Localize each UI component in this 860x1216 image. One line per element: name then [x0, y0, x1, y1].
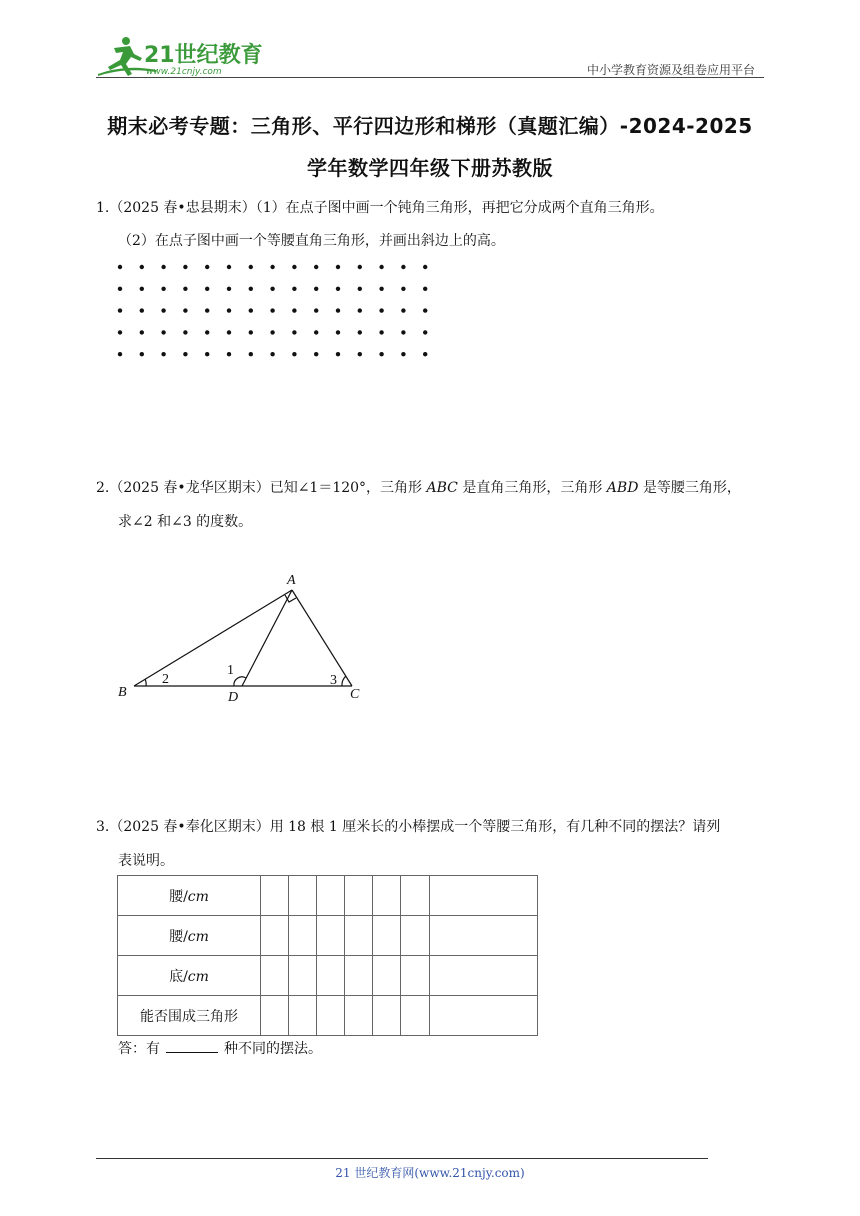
grid-dot	[140, 287, 144, 291]
platform-label: 中小学教育资源及组卷应用平台	[586, 63, 755, 77]
grid-dot	[183, 352, 187, 356]
dot-grid	[108, 258, 438, 372]
grid-dot	[227, 287, 231, 291]
page-title-line2: 学年数学四年级下册苏教版	[307, 156, 553, 180]
svg-text:1: 1	[227, 663, 234, 678]
grid-dot	[161, 352, 165, 356]
grid-dot	[292, 352, 296, 356]
table-row: 底/cm	[118, 956, 538, 996]
page-title: 期末必考专题：三角形、平行四边形和梯形（真题汇编）-2024-2025	[107, 114, 753, 138]
grid-dot	[183, 265, 187, 269]
svg-text:2: 2	[162, 672, 169, 687]
grid-dot	[205, 265, 209, 269]
grid-dot	[140, 308, 144, 312]
question-1-text: 1.（2025 春•忠县期末）（1）在点子图中画一个钝角三角形，再把它分成两个直角三角形。	[96, 200, 664, 216]
grid-dot	[118, 265, 122, 269]
grid-dot	[379, 330, 383, 334]
grid-dot	[401, 287, 405, 291]
grid-dot	[183, 287, 187, 291]
grid-dot	[249, 265, 253, 269]
grid-dot	[336, 308, 340, 312]
grid-dot	[183, 330, 187, 334]
grid-dot	[423, 330, 427, 334]
grid-dot	[161, 287, 165, 291]
grid-dot	[379, 308, 383, 312]
grid-dot	[249, 287, 253, 291]
question-3-text: 3.（2025 春•奉化区期末）用 18 根 1 厘米长的小棒摆成一个等腰三角形，有几种不同的摆法？请列	[96, 819, 721, 835]
svg-text:A: A	[287, 573, 296, 588]
grid-dot	[140, 265, 144, 269]
svg-text:D: D	[228, 690, 239, 705]
triangle-figure	[112, 568, 372, 712]
question-2-text: 2.（2025 春•龙华区期末）已知∠1＝120°，三角形 ABC 是直角三角形，三角形 ABD 是等腰三角形，	[96, 480, 741, 496]
grid-dot	[314, 352, 318, 356]
grid-dot	[336, 352, 340, 356]
grid-dot	[314, 308, 318, 312]
grid-dot	[205, 308, 209, 312]
grid-dot	[401, 265, 405, 269]
grid-dot	[118, 287, 122, 291]
question-1-part2: （2）在点子图中画一个等腰直角三角形，并画出斜边上的高。	[118, 233, 505, 249]
grid-dot	[358, 308, 362, 312]
svg-text:www.21cnjy.com: www.21cnjy.com	[146, 67, 222, 77]
grid-dot	[423, 265, 427, 269]
question-3-line2: 表说明。	[118, 853, 174, 869]
grid-dot	[292, 265, 296, 269]
grid-dot	[401, 352, 405, 356]
grid-dot	[270, 308, 274, 312]
svg-text:C: C	[350, 687, 360, 702]
answer-line: 答：有 种不同的摆法。	[118, 1038, 798, 1059]
question-2-line2: 求∠2 和∠3 的度数。	[118, 514, 253, 530]
footer-text: 21 世纪教育网(www.21cnjy.com)	[335, 1166, 525, 1180]
svg-text:B: B	[118, 685, 127, 700]
svg-text:21世纪教育: 21世纪教育	[144, 43, 263, 68]
header-divider	[96, 77, 764, 78]
grid-dot	[423, 352, 427, 356]
grid-dot	[249, 308, 253, 312]
grid-dot	[118, 308, 122, 312]
grid-dot	[270, 287, 274, 291]
grid-dot	[336, 330, 340, 334]
grid-dot	[205, 287, 209, 291]
svg-text:3: 3	[330, 673, 337, 688]
grid-dot	[249, 330, 253, 334]
grid-dot	[314, 265, 318, 269]
grid-dot	[292, 308, 296, 312]
answer-blank[interactable]	[166, 1038, 218, 1053]
grid-dot	[358, 287, 362, 291]
grid-dot	[205, 330, 209, 334]
grid-dot	[423, 287, 427, 291]
table-row: 腰/cm	[118, 876, 538, 916]
grid-dot	[314, 330, 318, 334]
logo	[96, 34, 266, 78]
grid-dot	[161, 330, 165, 334]
grid-dot	[270, 352, 274, 356]
grid-dot	[161, 308, 165, 312]
grid-dot	[379, 287, 383, 291]
grid-dot	[161, 265, 165, 269]
grid-dot	[401, 330, 405, 334]
footer-divider	[96, 1158, 708, 1159]
grid-dot	[140, 352, 144, 356]
grid-dot	[379, 265, 383, 269]
grid-dot	[118, 330, 122, 334]
grid-dot	[379, 352, 383, 356]
answer-table	[117, 875, 538, 1036]
grid-dot	[140, 330, 144, 334]
grid-dot	[292, 287, 296, 291]
grid-dot	[227, 330, 231, 334]
grid-dot	[358, 352, 362, 356]
grid-dot	[423, 308, 427, 312]
grid-dot	[205, 352, 209, 356]
grid-dot	[249, 352, 253, 356]
grid-dot	[314, 287, 318, 291]
table-row: 能否围成三角形	[118, 996, 538, 1036]
grid-dot	[227, 308, 231, 312]
grid-dot	[358, 265, 362, 269]
grid-dot	[270, 265, 274, 269]
grid-dot	[336, 265, 340, 269]
grid-dot	[118, 352, 122, 356]
grid-dot	[401, 308, 405, 312]
grid-dot	[227, 265, 231, 269]
grid-dot	[292, 330, 296, 334]
grid-dot	[358, 330, 362, 334]
grid-dot	[336, 287, 340, 291]
grid-dot	[270, 330, 274, 334]
table-row: 腰/cm	[118, 916, 538, 956]
grid-dot	[227, 352, 231, 356]
grid-dot	[183, 308, 187, 312]
